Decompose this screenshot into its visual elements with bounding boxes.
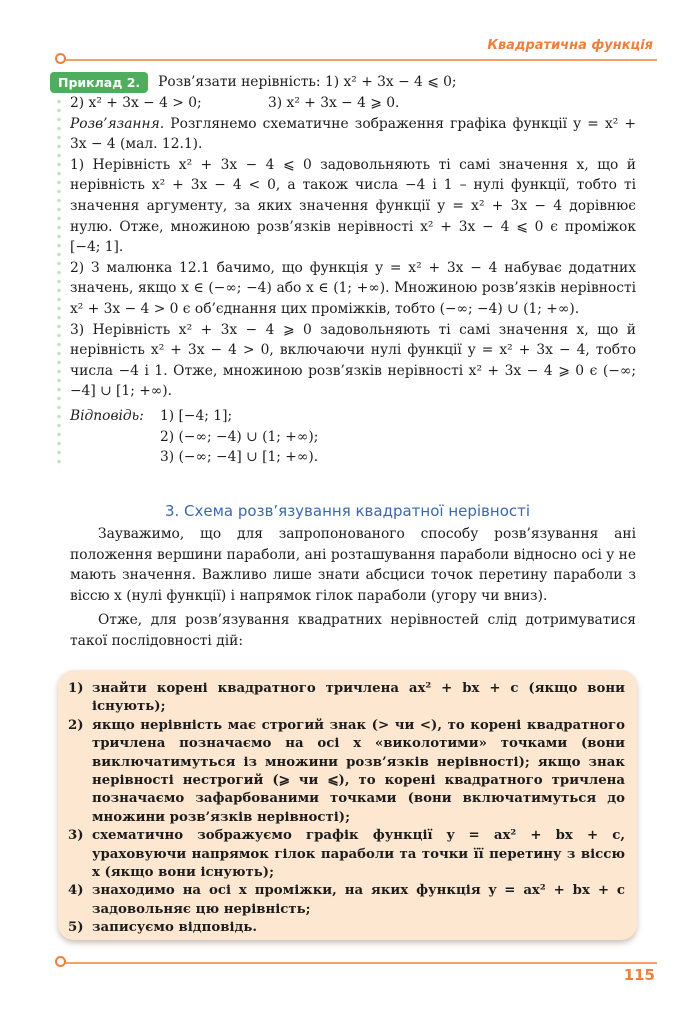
solution-intro-text: Розглянемо схематичне зображення графіка функції y = x² + 3x − 4 (мал. 12.1). — [70, 115, 636, 153]
solution-step-2: 2) З малюнка 12.1 бачимо, що функція y = x² + 3x − 4 набуває додатних значень, якщо x ∈ (−∞; −4) або x ∈ (1; +∞). Множиною розв’язків нерівності x² + 3x − 4 > 0 є об’єднання цих проміжків, тобто (−∞; −4) ∪ (1; +∞). — [70, 259, 636, 317]
algorithm-step-text: якщо нерівність має строгий знак (> чи <), то корені квадратного тричлена позначаємо на осі x «виколотими» точками (вони виключатимуться із множини розв’язків нерівності); якщо знак нерівності нестрогий (⩾ чи ⩽), то корені квадратного тричлена позначаємо зафарбованими точками (вони включатимуться до множини розв’язків нерівності); — [92, 717, 625, 825]
algorithm-list — [68, 680, 625, 938]
example-task-line — [58, 72, 636, 93]
section-title: 3. Схема розв’язування квадратної нерівності — [164, 502, 531, 520]
page-number: 115 — [623, 966, 655, 984]
answer-line-1 — [70, 406, 636, 427]
algorithm-step — [68, 919, 625, 937]
example-badge: Приклад 2. — [50, 72, 148, 93]
algorithm-step — [68, 680, 625, 717]
algorithm-step-text: схематично зображуємо графік функції y = ax² + bx + c, ураховуючи напрямок гілок параболи та точки її перетину з віссю x (якщо вони існують); — [92, 828, 625, 881]
solution-label: Розв’язання. — [70, 115, 165, 132]
header-circle-icon — [55, 53, 66, 64]
algorithm-box — [58, 670, 637, 940]
algorithm-step-number: 4) — [68, 883, 84, 899]
answer-3: 3) (−∞; −4] ∪ [1; +∞). — [160, 449, 319, 466]
footer-circle-icon — [55, 956, 66, 967]
algorithm-step-number: 5) — [68, 920, 84, 936]
algorithm-step — [68, 717, 625, 827]
example-block — [58, 72, 636, 468]
answer-label: Відповідь: — [70, 407, 144, 424]
algorithm-step-number: 2) — [68, 717, 84, 733]
example-dotted-border — [56, 97, 62, 469]
algorithm-step-number: 3) — [68, 828, 84, 844]
answer-2: 2) (−∞; −4) ∪ (1; +∞); — [160, 428, 319, 445]
section-paragraph-2: Отже, для розв’язування квадратних нерівностей слід дотримуватися такої послідовності дій: — [70, 612, 636, 649]
algorithm-step-text: знаходимо на осі x проміжки, на яких функція y = ax² + bx + c задовольняє цю нерівність; — [92, 883, 625, 917]
example-task-2: 2) x² + 3x − 4 > 0; — [70, 95, 202, 111]
algorithm-step-text: записуємо відповідь. — [92, 920, 258, 936]
example-task-3: 3) x² + 3x − 4 ⩾ 0. — [268, 95, 400, 111]
solution-intro — [70, 114, 636, 155]
running-header: Квадратична функція — [487, 38, 653, 53]
footer-rule — [63, 962, 657, 964]
solution-step-1: 1) Нерівність x² + 3x − 4 ⩽ 0 задовольняють ті самі значення x, що й нерівність x² + 3x − 4 < 0, а також числа −4 і 1 – нулі функції, тобто ті значення аргументу, за яких значення функції y = x² + 3x − 4 дорівнює нулю. Отже, множиною розв’язків нерівності x² + 3x − 4 ⩽ 0 є проміжок [−4; 1]. — [70, 156, 636, 256]
header-rule — [63, 59, 657, 61]
example-task-line-2 — [70, 93, 636, 114]
algorithm-step-number: 1) — [68, 681, 84, 696]
algorithm-step-text: знайти корені квадратного тричлена ax² + bx + c (якщо вони існують); — [92, 681, 625, 715]
algorithm-step — [68, 827, 625, 882]
section-body — [70, 524, 636, 652]
example-task: Розв’язати нерівність: 1) x² + 3x − 4 ⩽ 0; — [158, 74, 457, 91]
section-paragraph-1: Зауважимо, що для запропонованого способу розв’язування ані положення вершини параболи, ані розташування параболи відносно осі y не мають значення. Важливо лише знати абсциси точок перетину параболи з віссю x (нулі функції) і напрямок гілок параболи (угору чи вниз). — [70, 526, 636, 604]
answer-1: 1) [−4; 1]; — [160, 407, 233, 424]
algorithm-step — [68, 882, 625, 919]
solution-step-3: 3) Нерівність x² + 3x − 4 ⩾ 0 задовольняють ті самі значення x, що й нерівність x² + 3x − 4 > 0, включаючи нулі функції y = x² + 3x − 4, тобто числа −4 і 1. Отже, множиною розв’язків нерівності x² + 3x − 4 ⩾ 0 є (−∞; −4] ∪ [1; +∞). — [70, 321, 636, 400]
